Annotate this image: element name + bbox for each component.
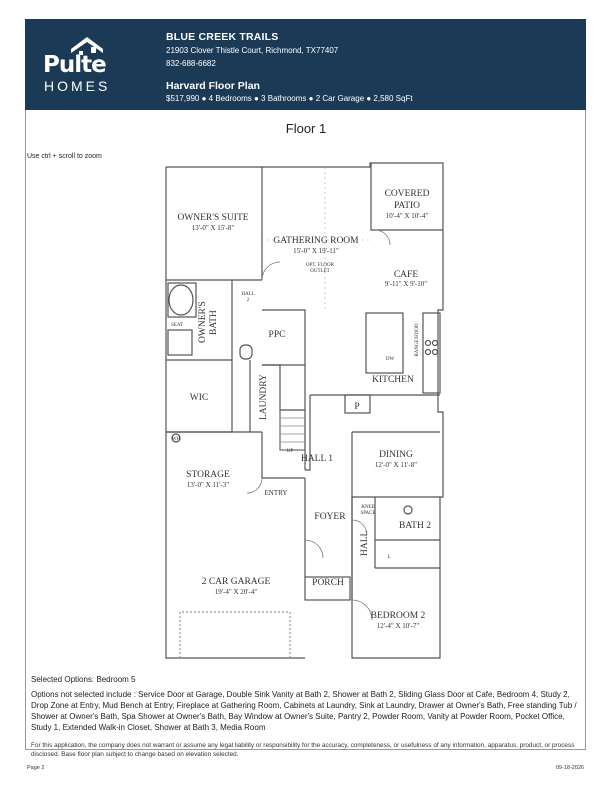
hall-2-label: HALL xyxy=(241,292,255,297)
ppc-label: PPC xyxy=(268,330,286,340)
bath-2-label: BATH 2 xyxy=(399,521,431,531)
logo-brand: Pulte xyxy=(43,52,106,78)
owners-bath-label-2: BATH xyxy=(209,310,219,335)
selected-options: Selected Options: Bedroom 5 xyxy=(31,675,136,684)
hall-1-label: HALL 1 xyxy=(300,454,334,464)
community-address: 21903 Clover Thistle Court, Richmond, TX77407 xyxy=(166,46,339,55)
range-hood-label: RANGE/HOOD xyxy=(415,323,420,357)
bedroom-2-label: BEDROOM 2 xyxy=(370,611,426,621)
covered-patio-label-2: PATIO xyxy=(393,201,421,211)
cafe-dim: 9'-11" X 9'-10" xyxy=(384,280,428,288)
stairs-up-label: UP xyxy=(286,449,294,454)
wic-label: WIC xyxy=(189,393,209,403)
storage-dim: 13'-0" X 11'-3" xyxy=(186,481,230,489)
water-heater-label: WH xyxy=(171,437,181,442)
storage-label: STORAGE xyxy=(186,470,230,480)
owners-bath-label: OWNER'S xyxy=(198,301,208,343)
disclaimer: For this application, the company does not warrant or assume any legal liability or responsibility for the accuracy, completeness, or usefulness of any information, apparatus, product, or process disclosed. Base floor plan subject to change based on elevation selected. xyxy=(31,742,575,758)
floor-plan[interactable] xyxy=(160,162,450,662)
knee-space-label: KNEE xyxy=(361,505,375,510)
gathering-room-dim: 15'-0" X 19'-11" xyxy=(293,247,339,255)
community-name: BLUE CREEK TRAILS xyxy=(166,31,279,43)
dining-label: DINING xyxy=(379,450,413,460)
kitchen-island xyxy=(366,313,403,373)
knee-space-label-2: SPACE xyxy=(360,511,376,516)
gathering-room-label: GATHERING ROOM xyxy=(273,236,359,246)
floor-title: Floor 1 xyxy=(285,121,327,136)
print-date: 09-18-2026 xyxy=(555,765,584,771)
plan-details: $517,990 ● 4 Bedrooms ● 3 Bathrooms ● 2 Car Garage ● 2,580 SqFt xyxy=(166,94,413,103)
community-phone: 832-688-6682 xyxy=(166,59,216,68)
owners-suite-label: OWNER'S SUITE xyxy=(177,213,249,223)
dining-dim: 12'-0" X 11'-8" xyxy=(374,461,418,469)
hall-vertical-label: HALL xyxy=(360,530,370,556)
covered-patio-label: COVERED xyxy=(384,189,430,199)
cafe-label: CAFE xyxy=(393,270,419,280)
linen-label: L xyxy=(387,555,391,560)
foyer-label: FOYER xyxy=(314,512,346,522)
tub-outline xyxy=(169,285,193,315)
pulte-logo xyxy=(33,33,141,99)
entry-label: ENTRY xyxy=(264,489,288,497)
logo-sub: HOMES xyxy=(44,78,111,94)
garage-dim: 19'-4" X 20'-4" xyxy=(214,588,258,596)
laundry-label: LAUNDRY xyxy=(259,374,269,420)
bedroom-2-dim: 12'-4" X 10'-7" xyxy=(376,622,420,630)
seat-label: SEAT xyxy=(171,323,183,328)
page-number: Page 2 xyxy=(27,765,45,771)
hall-2-number: 2 xyxy=(246,298,250,303)
porch-label: PORCH xyxy=(312,578,344,588)
covered-patio-dim: 10'-4" X 10'-4" xyxy=(385,212,429,220)
floor-outlet-label-2: OUTLET xyxy=(310,269,330,274)
bath-sink xyxy=(404,506,412,514)
garage-label: 2 CAR GARAGE xyxy=(201,577,271,587)
dishwasher-label: DW xyxy=(385,357,395,362)
pantry-label: P xyxy=(354,402,360,412)
floor-outlet-label: OPT. FLOOR xyxy=(306,263,334,268)
owners-suite-dim: 13'-0" X 15'-8" xyxy=(191,224,235,232)
kitchen-label: KITCHEN xyxy=(372,375,414,385)
zoom-hint: Use ctrl + scroll to zoom xyxy=(27,153,102,160)
plan-name: Harvard Floor Plan xyxy=(166,80,260,92)
options-not-selected: Options not selected include : Service Door at Garage, Double Sink Vanity at Bath 2, Shower at Bath 2, Sliding Glass Door at Cafe, Bedroom 4, Study 2, Drop Zone at Entry, Mud Bench at Entry, Fireplace at Gathering Room, Cabinets at Laundry, Sink at Laundry, Drawer at Owner's Bath, Free standing Tub / Shower at Owner's Bath, Spa Shower at Owner's Bath, Bay Window at Owner's Suite, Pantry 2, Powder Room, Vanity at Powder Room, Pocket Office, Study 1, Extended Walk-in Closet, Shower at Bath 3, Media Room xyxy=(31,690,577,732)
